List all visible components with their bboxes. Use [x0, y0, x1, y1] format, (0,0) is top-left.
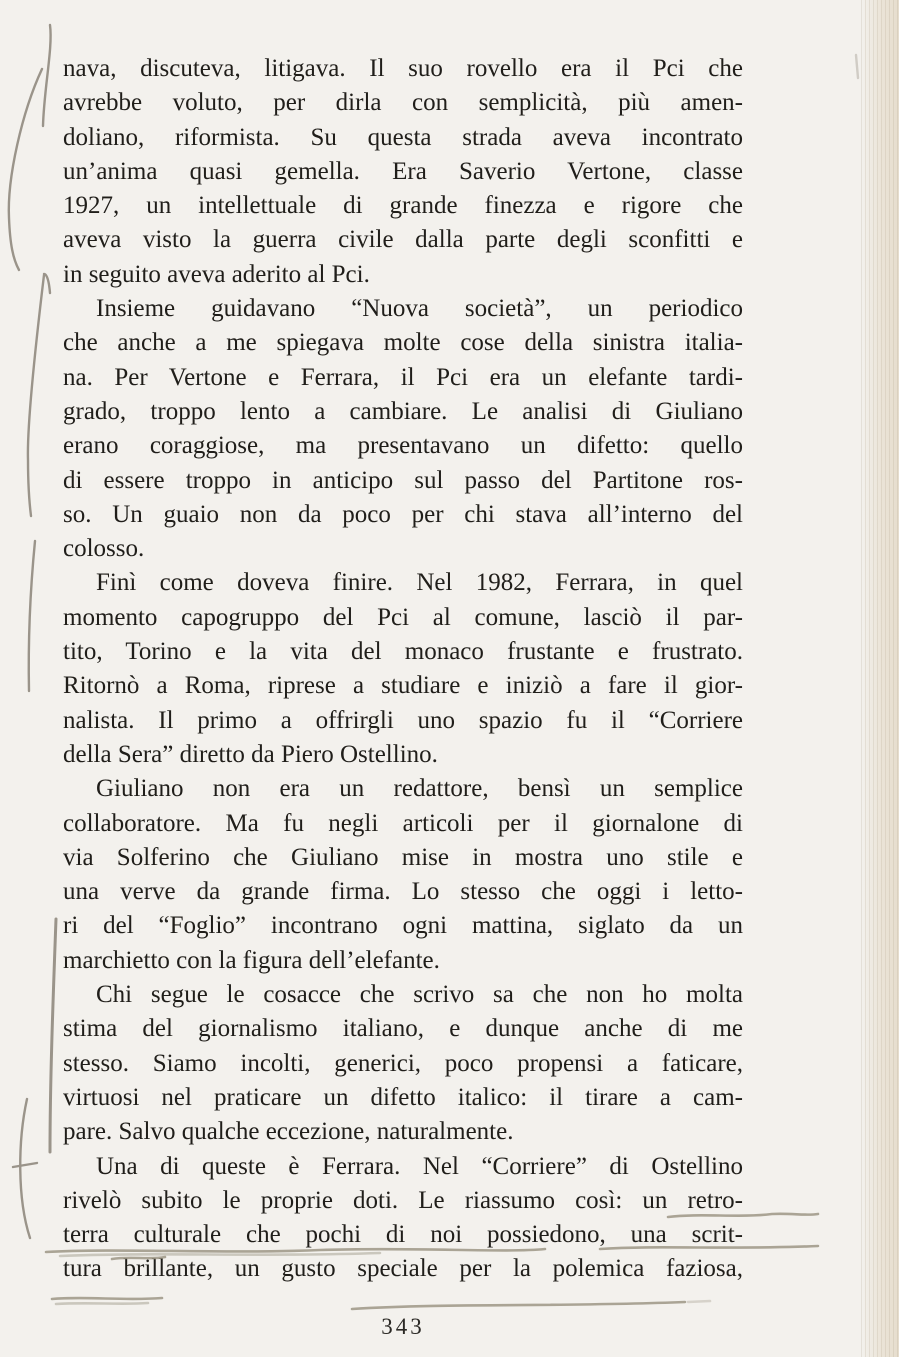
text-line: un’anima quasi gemella. Era Saverio Vertone, classe	[63, 157, 743, 185]
margin-pencil-mark-bracket	[20, 1099, 30, 1238]
text-line: Insieme guidavano “Nuova società”, un periodico	[96, 295, 743, 323]
text-line: della Sera” diretto da Piero Ostellino.	[63, 740, 438, 768]
text-line: di essere troppo in anticipo sul passo del Partitone ros-	[63, 466, 743, 494]
page-number: 343	[381, 1314, 425, 1339]
text-line: Finì come doveva finire. Nel 1982, Ferrara, in quel	[96, 569, 743, 597]
text-line: virtuosi nel praticare un difetto italico: il tirare a cam-	[63, 1083, 743, 1111]
margin-pencil-mark-top	[43, 25, 51, 126]
text-block	[63, 52, 743, 1287]
text-line: doliano, riformista. Su questa strada aveva incontrato	[63, 123, 743, 151]
text-line: una verve da grande firma. Lo stesso che oggi i letto-	[63, 878, 743, 906]
margin-pencil-mark-slanted	[29, 541, 35, 691]
text-line: marchietto con la figura dell’elefante.	[63, 946, 440, 974]
text-line: grado, troppo lento a cambiare. Le analisi di Giuliano	[63, 397, 743, 425]
pencil-underline-tura	[52, 1298, 162, 1299]
margin-pencil-mark-vertical	[50, 919, 56, 1152]
text-line: momento capogruppo del Pci al comune, lasciò il par-	[63, 603, 743, 631]
margin-pencil-mark-middle-curve	[28, 275, 44, 516]
text-line: via Solferino che Giuliano mise in mostra uno stile e	[63, 843, 743, 871]
text-line: na. Per Vertone e Ferrara, il Pci era un elefante tardi-	[63, 363, 743, 391]
text-line: terra culturale che pochi di noi possiedono, una scrit-	[63, 1221, 743, 1249]
text-line: ri del “Foglio” incontrano ogni mattina, siglato da un	[63, 912, 743, 940]
text-line: 1927, un intellettuale di grande finezza e rigore che	[63, 192, 743, 220]
scan-page-edge	[861, 0, 899, 1357]
text-line: stesso. Siamo incolti, generici, poco propensi a faticare,	[63, 1049, 743, 1077]
pencil-underline-bottom-long	[352, 1302, 685, 1309]
text-line: so. Un guaio non da poco per chi stava all’interno del	[63, 500, 743, 528]
text-line: che anche a me spiegava molte cose della sinistra italia-	[63, 329, 743, 357]
text-line: tura brillante, un gusto speciale per la polemica faziosa,	[63, 1255, 743, 1283]
text-line: colosso.	[63, 535, 145, 563]
margin-pencil-mark-middle-hook	[44, 274, 50, 293]
margin-pencil-mark-upper-curve	[9, 69, 42, 270]
text-line: Una di queste è Ferrara. Nel “Corriere” di Ostellino	[96, 1152, 743, 1180]
text-line: in seguito aveva aderito al Pci.	[63, 260, 370, 288]
margin-pencil-mark-bracket-tick	[13, 1163, 37, 1167]
pencil-underline-tura-2	[56, 1303, 148, 1304]
text-line: rivelò subito le proprie doti. Le riassumo così: un retro-	[63, 1186, 743, 1214]
text-line: avrebbe voluto, per dirla con semplicità, più amen-	[63, 89, 743, 117]
text-line: Ritornò a Roma, riprese a studiare e iniziò a fare il gior-	[63, 672, 743, 700]
text-line: collaboratore. Ma fu negli articoli per il giornalone di	[63, 809, 743, 837]
text-line: aveva visto la guerra civile dalla parte degli sconfitti e	[63, 226, 743, 254]
text-line: nalista. Il primo a offrirgli uno spazio fu il “Corriere	[63, 706, 743, 734]
margin-pencil-speck	[856, 55, 858, 78]
text-line: Giuliano non era un redattore, bensì un semplice	[96, 775, 743, 803]
text-line: Chi segue le cosacce che scrivo sa che non ho molta	[96, 981, 743, 1009]
pencil-underline-bottom-long-tail	[688, 1301, 710, 1302]
text-line: nava, discuteva, litigava. Il suo rovello era il Pci che	[63, 55, 743, 82]
text-line: pare. Salvo qualche eccezione, naturalmente.	[63, 1118, 514, 1146]
text-line: erano coraggiose, ma presentavano un difetto: quello	[63, 432, 743, 460]
text-line: stima del giornalismo italiano, e dunque anche di me	[63, 1015, 743, 1043]
text-line: tito, Torino e la vita del monaco frustante e frustrato.	[63, 638, 743, 666]
